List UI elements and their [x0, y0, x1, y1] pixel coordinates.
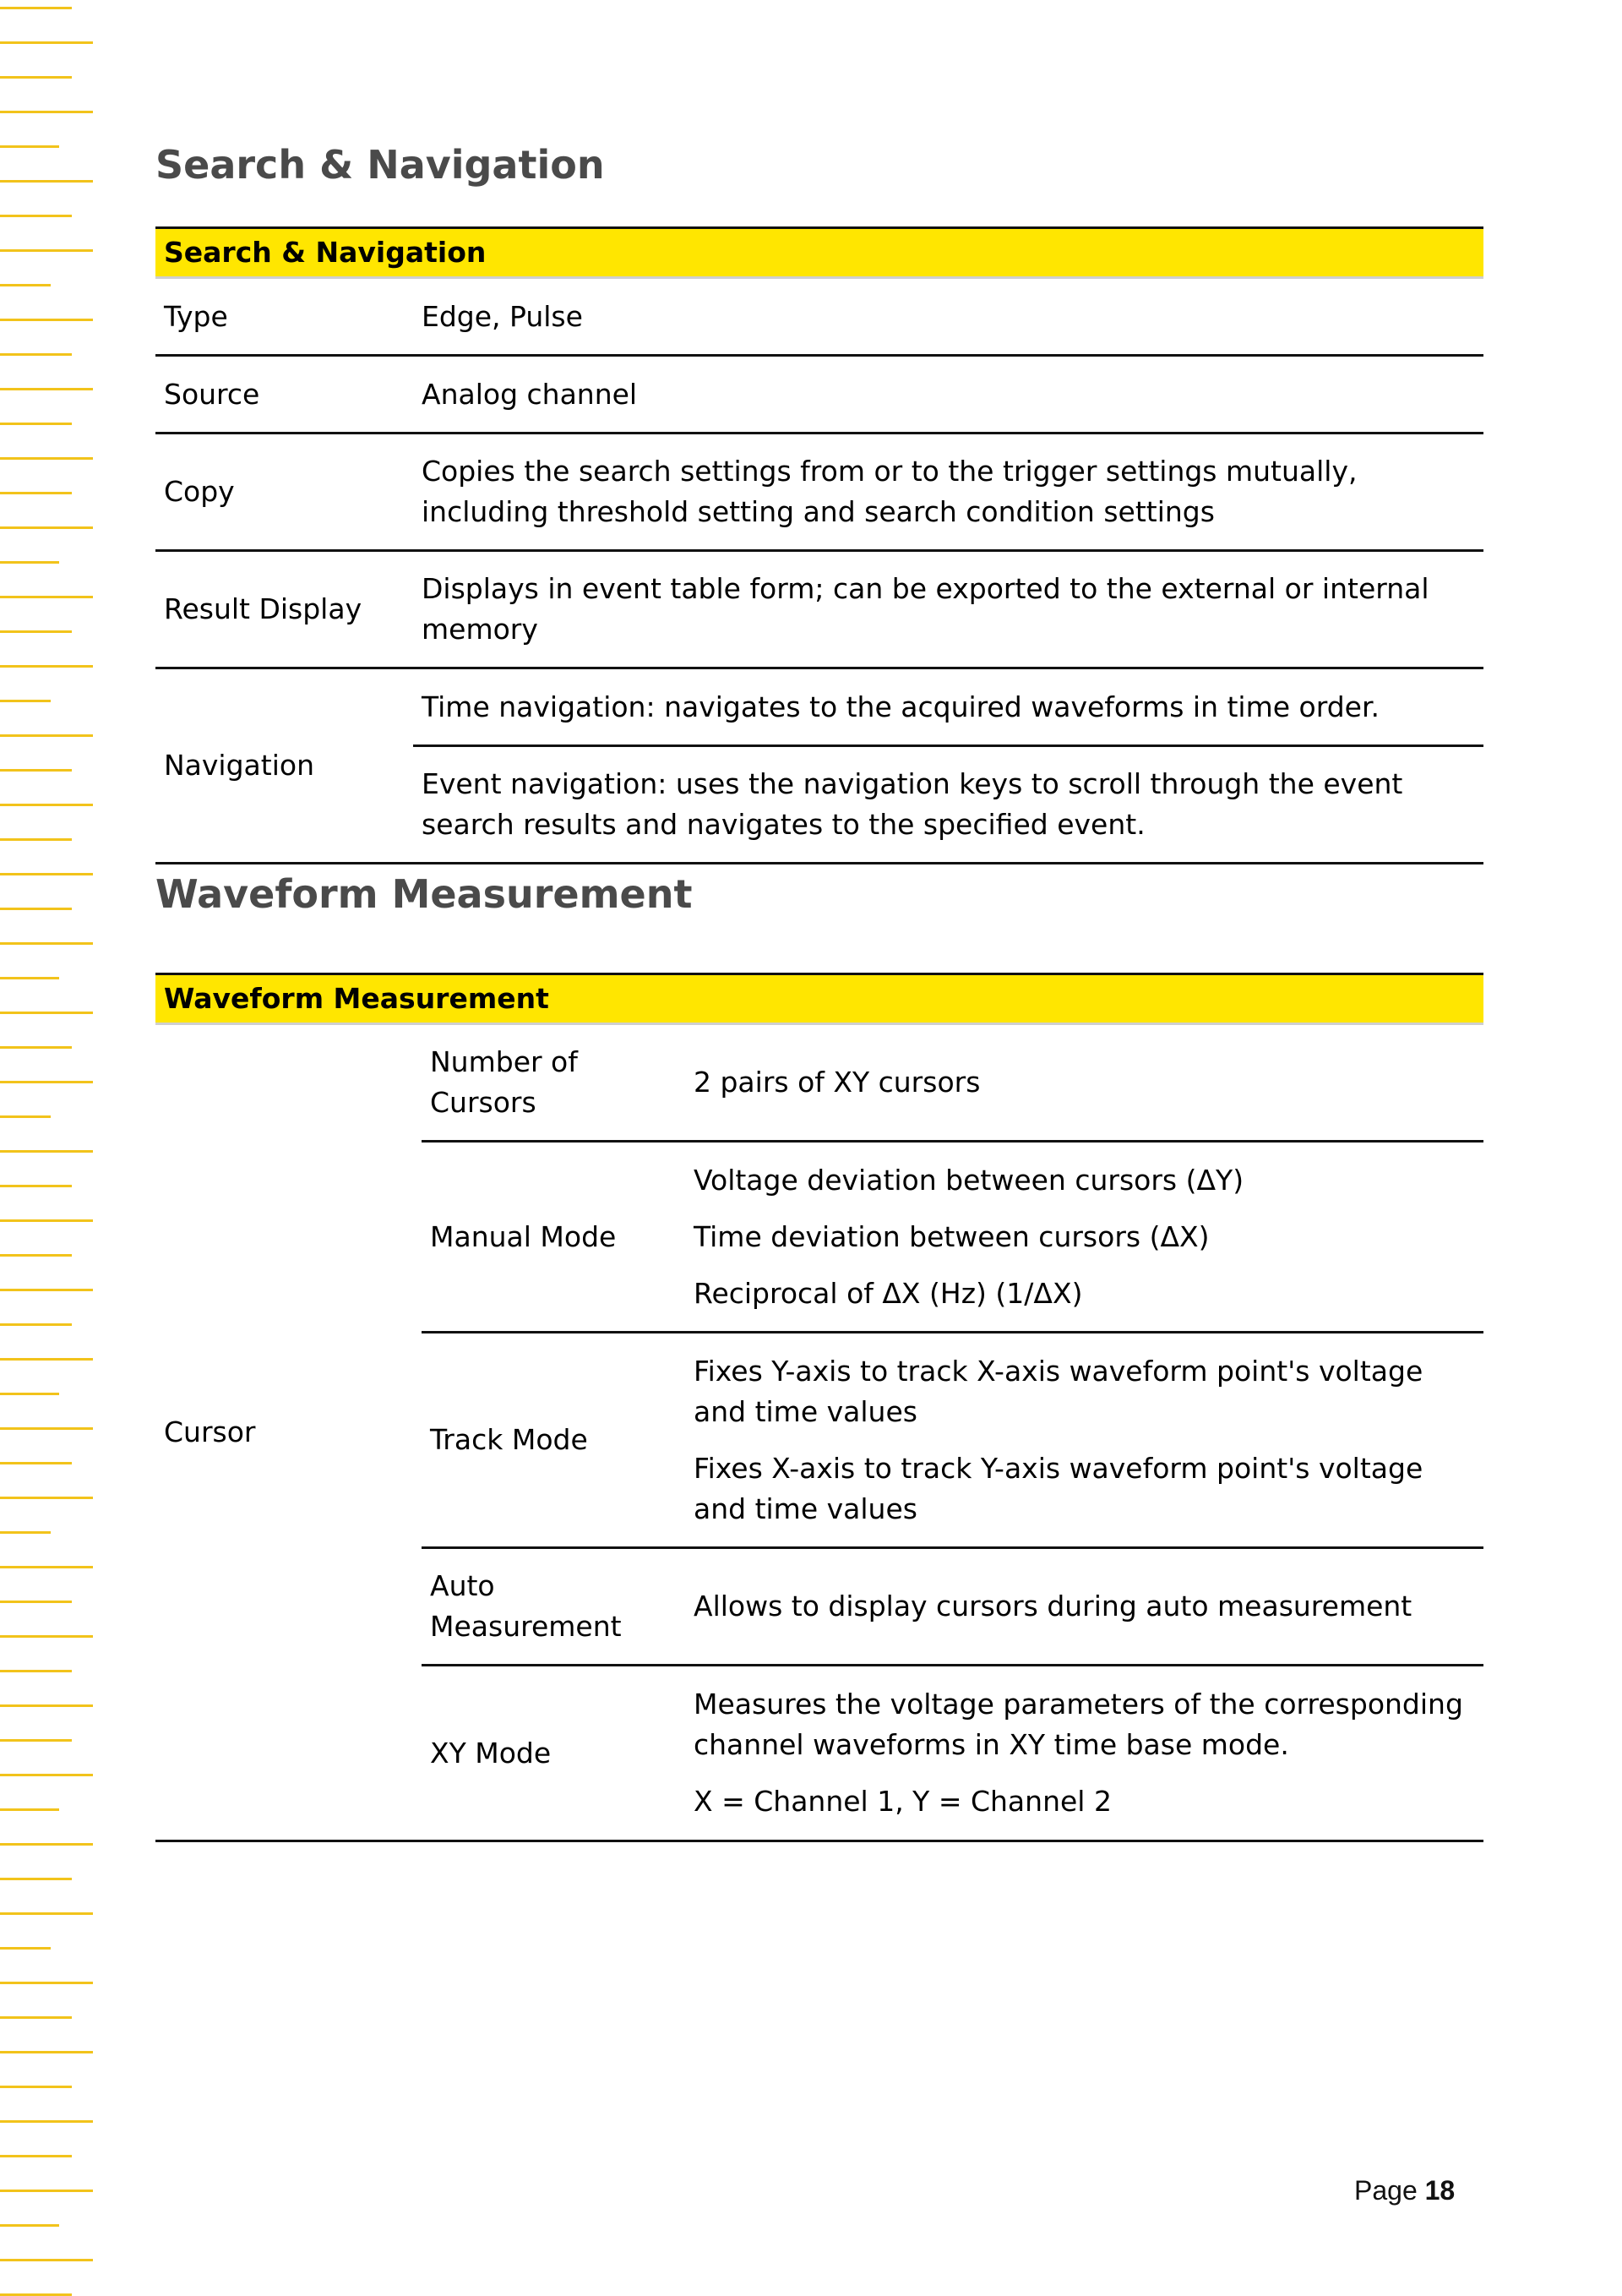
row-label-navigation: Navigation [155, 668, 413, 864]
stripe-line [0, 215, 72, 217]
stripe-line [0, 353, 72, 356]
sub-label-xy-mode: XY Mode [422, 1666, 685, 1841]
stripe-line [0, 977, 59, 979]
page-number-value: 18 [1424, 2175, 1456, 2206]
stripe-line [0, 41, 93, 44]
row-label-cursor: Cursor [155, 1024, 422, 1841]
stripe-line [0, 1531, 51, 1534]
stripe-line [0, 734, 93, 737]
stripe-line [0, 2051, 93, 2053]
stripe-line [0, 942, 93, 945]
row-value-time-navigation: Time navigation: navigates to the acquired waveforms in time order. [413, 668, 1483, 746]
stripe-line [0, 838, 72, 841]
stripe-line [0, 1427, 93, 1430]
stripe-line [0, 145, 59, 148]
stripe-line [0, 665, 93, 668]
stripe-line [0, 1219, 93, 1222]
row-label-type: Type [155, 278, 413, 356]
stripe-line [0, 492, 72, 494]
manual-time-deviation: Time deviation between cursors (ΔX) [694, 1219, 1210, 1253]
value-number-of-cursors: 2 pairs of XY cursors [685, 1024, 1483, 1142]
waveform-measurement-table [155, 973, 1483, 1842]
stripe-line [0, 596, 93, 598]
section-title-waveform: Waveform Measurement [155, 871, 693, 917]
stripe-line [0, 1393, 59, 1395]
stripe-line [0, 2016, 72, 2019]
page-label: Page [1354, 2175, 1418, 2206]
track-y-axis: Fixes Y-axis to track X-axis waveform point's voltage and time values [694, 1354, 1423, 1428]
row-label-source: Source [155, 356, 413, 434]
stripe-line [0, 526, 93, 529]
stripe-line [0, 1462, 72, 1464]
stripe-line [0, 1982, 93, 1984]
xy-measures: Measures the voltage parameters of the corresponding channel waveforms in XY time base mode. [694, 1688, 1463, 1761]
stripe-line [0, 7, 72, 9]
stripe-line [0, 700, 51, 702]
manual-voltage-deviation: Voltage deviation between cursors (ΔY) [694, 1163, 1244, 1197]
stripe-line [0, 457, 93, 460]
stripe-line [0, 423, 72, 425]
stripe-line [0, 1635, 93, 1638]
stripe-line [0, 2224, 59, 2227]
stripe-line [0, 180, 93, 183]
table-row [155, 551, 1483, 668]
table-header-search: Search & Navigation [155, 228, 1483, 278]
stripe-line [0, 1254, 72, 1257]
stripe-line [0, 1947, 51, 1950]
stripe-line [0, 1774, 93, 1776]
stripe-line [0, 630, 72, 633]
stripe-line [0, 1150, 93, 1153]
stripe-line [0, 1185, 72, 1187]
row-label-result-display: Result Display [155, 551, 413, 668]
track-x-axis: Fixes X-axis to track Y-axis waveform point's voltage and time values [694, 1451, 1423, 1525]
stripe-line [0, 111, 93, 113]
table-row [155, 278, 1483, 356]
sub-label-manual-mode: Manual Mode [422, 1142, 685, 1333]
stripe-line [0, 249, 93, 252]
value-track-mode [685, 1333, 1483, 1548]
stripe-line [0, 2190, 93, 2192]
search-navigation-table [155, 226, 1483, 864]
value-xy-mode [685, 1666, 1483, 1841]
stripe-line [0, 284, 51, 286]
value-auto-measurement: Allows to display cursors during auto measurement [685, 1548, 1483, 1666]
manual-reciprocal: Reciprocal of ΔX (Hz) (1/ΔX) [694, 1276, 1083, 1310]
row-value-copy: Copies the search settings from or to the trigger settings mutually, including threshold setting and search condition settings [413, 434, 1483, 551]
stripe-line [0, 1046, 72, 1049]
stripe-line [0, 2259, 93, 2261]
stripe-line [0, 1115, 51, 1118]
section-title-search: Search & Navigation [155, 142, 605, 188]
stripe-line [0, 1843, 93, 1846]
stripe-line [0, 1912, 93, 1915]
stripe-line [0, 908, 72, 910]
row-value-event-navigation: Event navigation: uses the navigation keys to scroll through the event search results and navigates to the specified event. [413, 746, 1483, 864]
stripe-line [0, 561, 59, 564]
stripe-line [0, 1566, 93, 1568]
value-manual-mode [685, 1142, 1483, 1333]
stripe-line [0, 388, 93, 390]
sub-label-number-of-cursors: Number of Cursors [422, 1024, 685, 1142]
page-number [1354, 2175, 1455, 2206]
xy-channels: X = Channel 1, Y = Channel 2 [694, 1785, 1112, 1818]
stripe-line [0, 1323, 72, 1326]
table-row [155, 434, 1483, 551]
stripe-line [0, 319, 93, 321]
row-value-source: Analog channel [413, 356, 1483, 434]
table-row [155, 356, 1483, 434]
row-value-result-display: Displays in event table form; can be exported to the external or internal memory [413, 551, 1483, 668]
stripe-line [0, 76, 72, 79]
stripe-line [0, 1670, 72, 1672]
stripe-line [0, 1497, 93, 1499]
stripe-line [0, 1081, 93, 1083]
stripe-line [0, 1601, 72, 1603]
stripe-line [0, 1012, 93, 1014]
stripe-line [0, 1739, 72, 1742]
stripe-line [0, 1704, 93, 1707]
stripe-line [0, 769, 72, 772]
sub-label-track-mode: Track Mode [422, 1333, 685, 1548]
stripe-line [0, 2155, 72, 2157]
sub-label-auto-measurement: Auto Measurement [422, 1548, 685, 1666]
row-value-type: Edge, Pulse [413, 278, 1483, 356]
stripe-line [0, 1289, 93, 1291]
table-row [155, 668, 1483, 746]
stripe-line [0, 1878, 72, 1880]
table-row [155, 1024, 1483, 1142]
stripe-line [0, 1808, 59, 1811]
left-stripe-decoration [0, 0, 101, 2294]
stripe-line [0, 873, 93, 875]
table-header-waveform: Waveform Measurement [155, 974, 1483, 1024]
row-label-copy: Copy [155, 434, 413, 551]
stripe-line [0, 2120, 93, 2123]
stripe-line [0, 804, 93, 806]
stripe-line [0, 1358, 93, 1361]
stripe-line [0, 2086, 72, 2088]
